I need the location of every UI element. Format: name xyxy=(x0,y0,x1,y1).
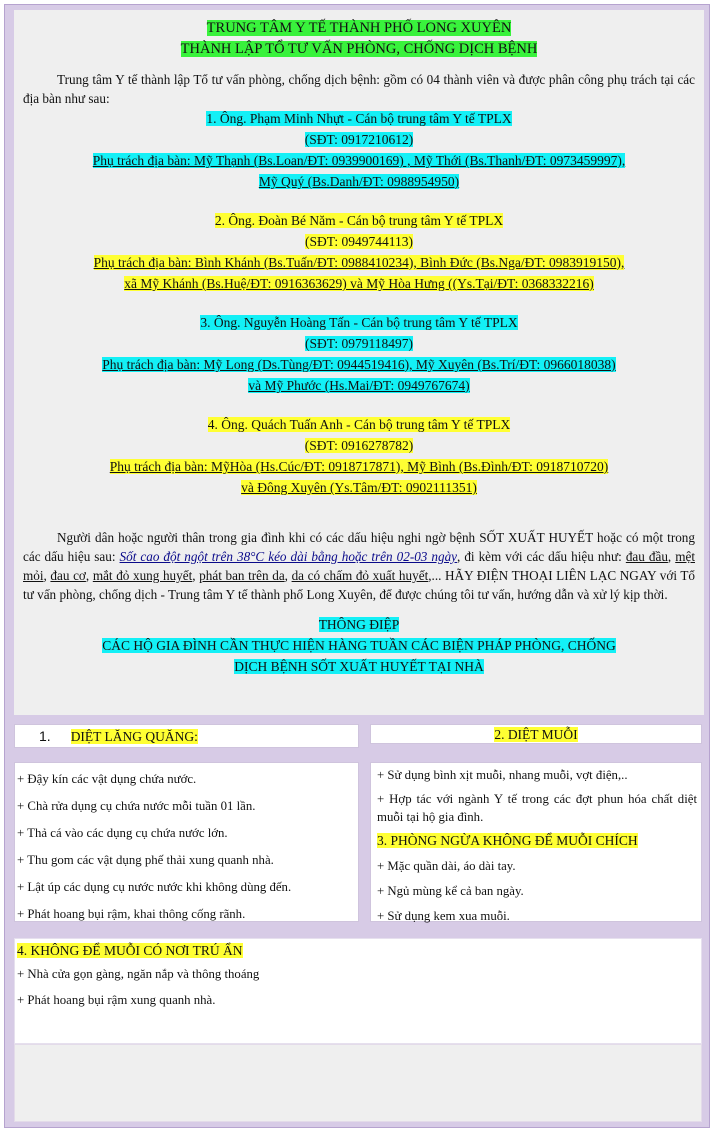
member-1-phone: (SĐT: 0917210612) xyxy=(304,132,414,147)
symptom-6: da có chấm đỏ xuất huyết xyxy=(291,568,429,583)
symptom-1: đau đầu xyxy=(625,549,668,564)
member-4-area-2: và Đông Xuyên (Ys.Tâm/ĐT: 0902111351) xyxy=(241,480,477,495)
empty-footer-area xyxy=(14,1044,702,1122)
section-2-header xyxy=(370,724,702,744)
member-2 xyxy=(14,210,704,294)
list-item: + Ngủ mùng kể cả ban ngày. xyxy=(377,884,524,898)
warning-text-2: , đi kèm với các dấu hiệu như: xyxy=(457,549,626,564)
section-4-title: 4. KHÔNG ĐỂ MUỖI CÓ NƠI TRÚ ẨN xyxy=(17,943,243,958)
message-title: THÔNG ĐIỆP xyxy=(318,617,400,632)
title-line-2: THÀNH LẬP TỔ TƯ VẤN PHÒNG, CHỐNG DỊCH BỆNH xyxy=(180,41,538,57)
section-1-number: 1. xyxy=(39,728,51,744)
warning-text-1: Người dân hoặc người thân trong gia đình khi có các dấu hiệu nghi ngờ bệnh SỐT XUẤT HUYẾT hoặc có một trong các dấu hiệu sau: xyxy=(23,530,695,564)
section-2-title: 2. DIỆT MUỖI xyxy=(494,727,578,742)
member-2-area-1: Phụ trách địa bàn: Bình Khánh (Bs.Tuấn/ĐT: 0988410234), Bình Đức (Bs.Nga/ĐT: 0983919150), xyxy=(93,255,625,270)
intro-paragraph: Trung tâm Y tế thành lập Tổ tư vấn phòng, chống dịch bệnh: gồm có 04 thành viên và được phân công phụ trách tại các địa bàn như sau: xyxy=(23,72,695,106)
warning-text-3: ,... HÃY ĐIỆN THOẠI LIÊN LẠC NGAY với Tổ tư vấn phòng, chống dịch - Trung tâm Y tế thành phố Long Xuyên, để được chúng tôi tư vấn, hướng dẫn và xử lý kịp thời. xyxy=(23,568,696,602)
list-item: + Thu gom các vật dụng phế thải xung quanh nhà. xyxy=(17,853,274,867)
list-item: + Đậy kín các vật dụng chứa nước. xyxy=(17,772,197,786)
member-2-phone: (SĐT: 0949744113) xyxy=(305,234,413,249)
member-1 xyxy=(14,108,704,192)
section-4-box xyxy=(14,938,702,1044)
list-item: + Hợp tác với ngành Y tế trong các đợt phun hóa chất diệt muỗi tại hộ gia đình. xyxy=(377,792,697,824)
section-1-title: DIỆT LĂNG QUĂNG: xyxy=(70,729,198,744)
member-3 xyxy=(14,312,704,396)
member-3-area-2: và Mỹ Phước (Hs.Mai/ĐT: 0949767674) xyxy=(248,378,470,393)
message-block xyxy=(14,614,704,677)
list-item: + Phát hoang bụi rậm xung quanh nhà. xyxy=(17,993,216,1007)
title-line-1: TRUNG TÂM Y TẾ THÀNH PHỐ LONG XUYÊN xyxy=(206,20,512,36)
list-item: + Lật úp các dụng cụ nước nước khi không dùng đến. xyxy=(17,880,292,894)
list-item: + Chà rửa dụng cụ chứa nước mỗi tuần 01 lần. xyxy=(17,799,256,813)
member-4 xyxy=(14,414,704,498)
list-item: + Phát hoang bụi rậm, khai thông cống rãnh. xyxy=(17,907,246,921)
symptom-3: đau cơ xyxy=(50,568,86,583)
member-1-name: 1. Ông. Phạm Minh Nhựt - Cán bộ trung tâm Y tế TPLX xyxy=(206,111,512,126)
list-item: + Nhà cửa gọn gàng, ngăn nắp và thông thoáng xyxy=(17,967,260,981)
fever-note: Sốt cao đột ngột trên 38°C kéo dài bằng hoặc trên 02-03 ngày xyxy=(119,549,458,564)
member-4-phone: (SĐT: 0916278782) xyxy=(304,438,414,453)
member-4-name: 4. Ông. Quách Tuấn Anh - Cán bộ trung tâm Y tế TPLX xyxy=(207,417,511,432)
list-item: + Sử dụng bình xịt muỗi, nhang muỗi, vợt điện,.. xyxy=(377,768,628,782)
member-3-phone: (SĐT: 0979118497) xyxy=(305,336,413,351)
member-1-area-1: Phụ trách địa bàn: Mỹ Thạnh (Bs.Loan/ĐT: 0939900169) , Mỹ Thới (Bs.Thanh/ĐT: 0973459997), xyxy=(92,153,626,168)
member-2-name: 2. Ông. Đoàn Bé Năm - Cán bộ trung tâm Y tế TPLX xyxy=(214,213,504,228)
member-2-area-2: xã Mỹ Khánh (Bs.Huệ/ĐT: 0916363629) và Mỹ Hòa Hưng ((Ys.Tại/ĐT: 0368332216) xyxy=(124,276,594,291)
member-3-name: 3. Ông. Nguyễn Hoàng Tấn - Cán bộ trung tâm Y tế TPLX xyxy=(200,315,518,330)
section-2-3-list xyxy=(370,762,702,922)
section-1-header xyxy=(14,724,359,748)
message-line-3: DỊCH BỆNH SỐT XUẤT HUYẾT TẠI NHÀ xyxy=(234,659,484,674)
list-item: + Mặc quần dài, áo dài tay. xyxy=(377,859,516,873)
member-1-area-2: Mỹ Quý (Bs.Danh/ĐT: 0988954950) xyxy=(258,174,460,189)
page-title xyxy=(14,18,704,60)
message-line-2: CÁC HỘ GIA ĐÌNH CẦN THỰC HIỆN HÀNG TUẦN CÁC BIỆN PHÁP PHÒNG, CHỐNG xyxy=(102,638,616,653)
section-3-title: 3. PHÒNG NGỪA KHÔNG ĐỂ MUỖI CHÍCH xyxy=(377,833,638,848)
symptom-5: phát ban trên da xyxy=(199,568,285,583)
list-item: + Thả cá vào các dụng cụ chứa nước lớn. xyxy=(17,826,228,840)
section-1-list xyxy=(14,762,359,922)
symptom-4: mắt đỏ xung huyết xyxy=(92,568,193,583)
warning-paragraph: Người dân hoặc người thân trong gia đình khi có các dấu hiệu nghi ngờ bệnh SỐT XUẤT HUYẾT hoặc có một trong các dấu hiệu sau: Sốt cao đột ngột trên 38°C kéo dài bằng hoặc trên 02-03 ngày, đi kèm với các dấu hiệu như: đau đầu, mệt mỏi, đau cơ, mắt đỏ xung huyết, phát ban trên da, da có chấm đỏ xuất huyết,... HÃY ĐIỆN THOẠI LIÊN LẠC NGAY với Tổ tư vấn phòng, chống dịch - Trung tâm Y tế thành phố Long Xuyên, để được chúng tôi tư vấn, hướng dẫn và xử lý kịp thời. xyxy=(23,530,696,602)
list-item: + Sử dụng kem xua muỗi. xyxy=(377,909,510,923)
member-3-area-1: Phụ trách địa bàn: Mỹ Long (Ds.Tùng/ĐT: 0944519416), Mỹ Xuyên (Bs.Trí/ĐT: 0966018038) xyxy=(102,357,616,372)
info-panel xyxy=(14,10,704,715)
member-4-area-1: Phụ trách địa bàn: MỹHòa (Hs.Cúc/ĐT: 0918717871), Mỹ Bình (Bs.Đình/ĐT: 0918710720) xyxy=(109,459,609,474)
symptom-2: mệt mỏi xyxy=(23,549,695,583)
